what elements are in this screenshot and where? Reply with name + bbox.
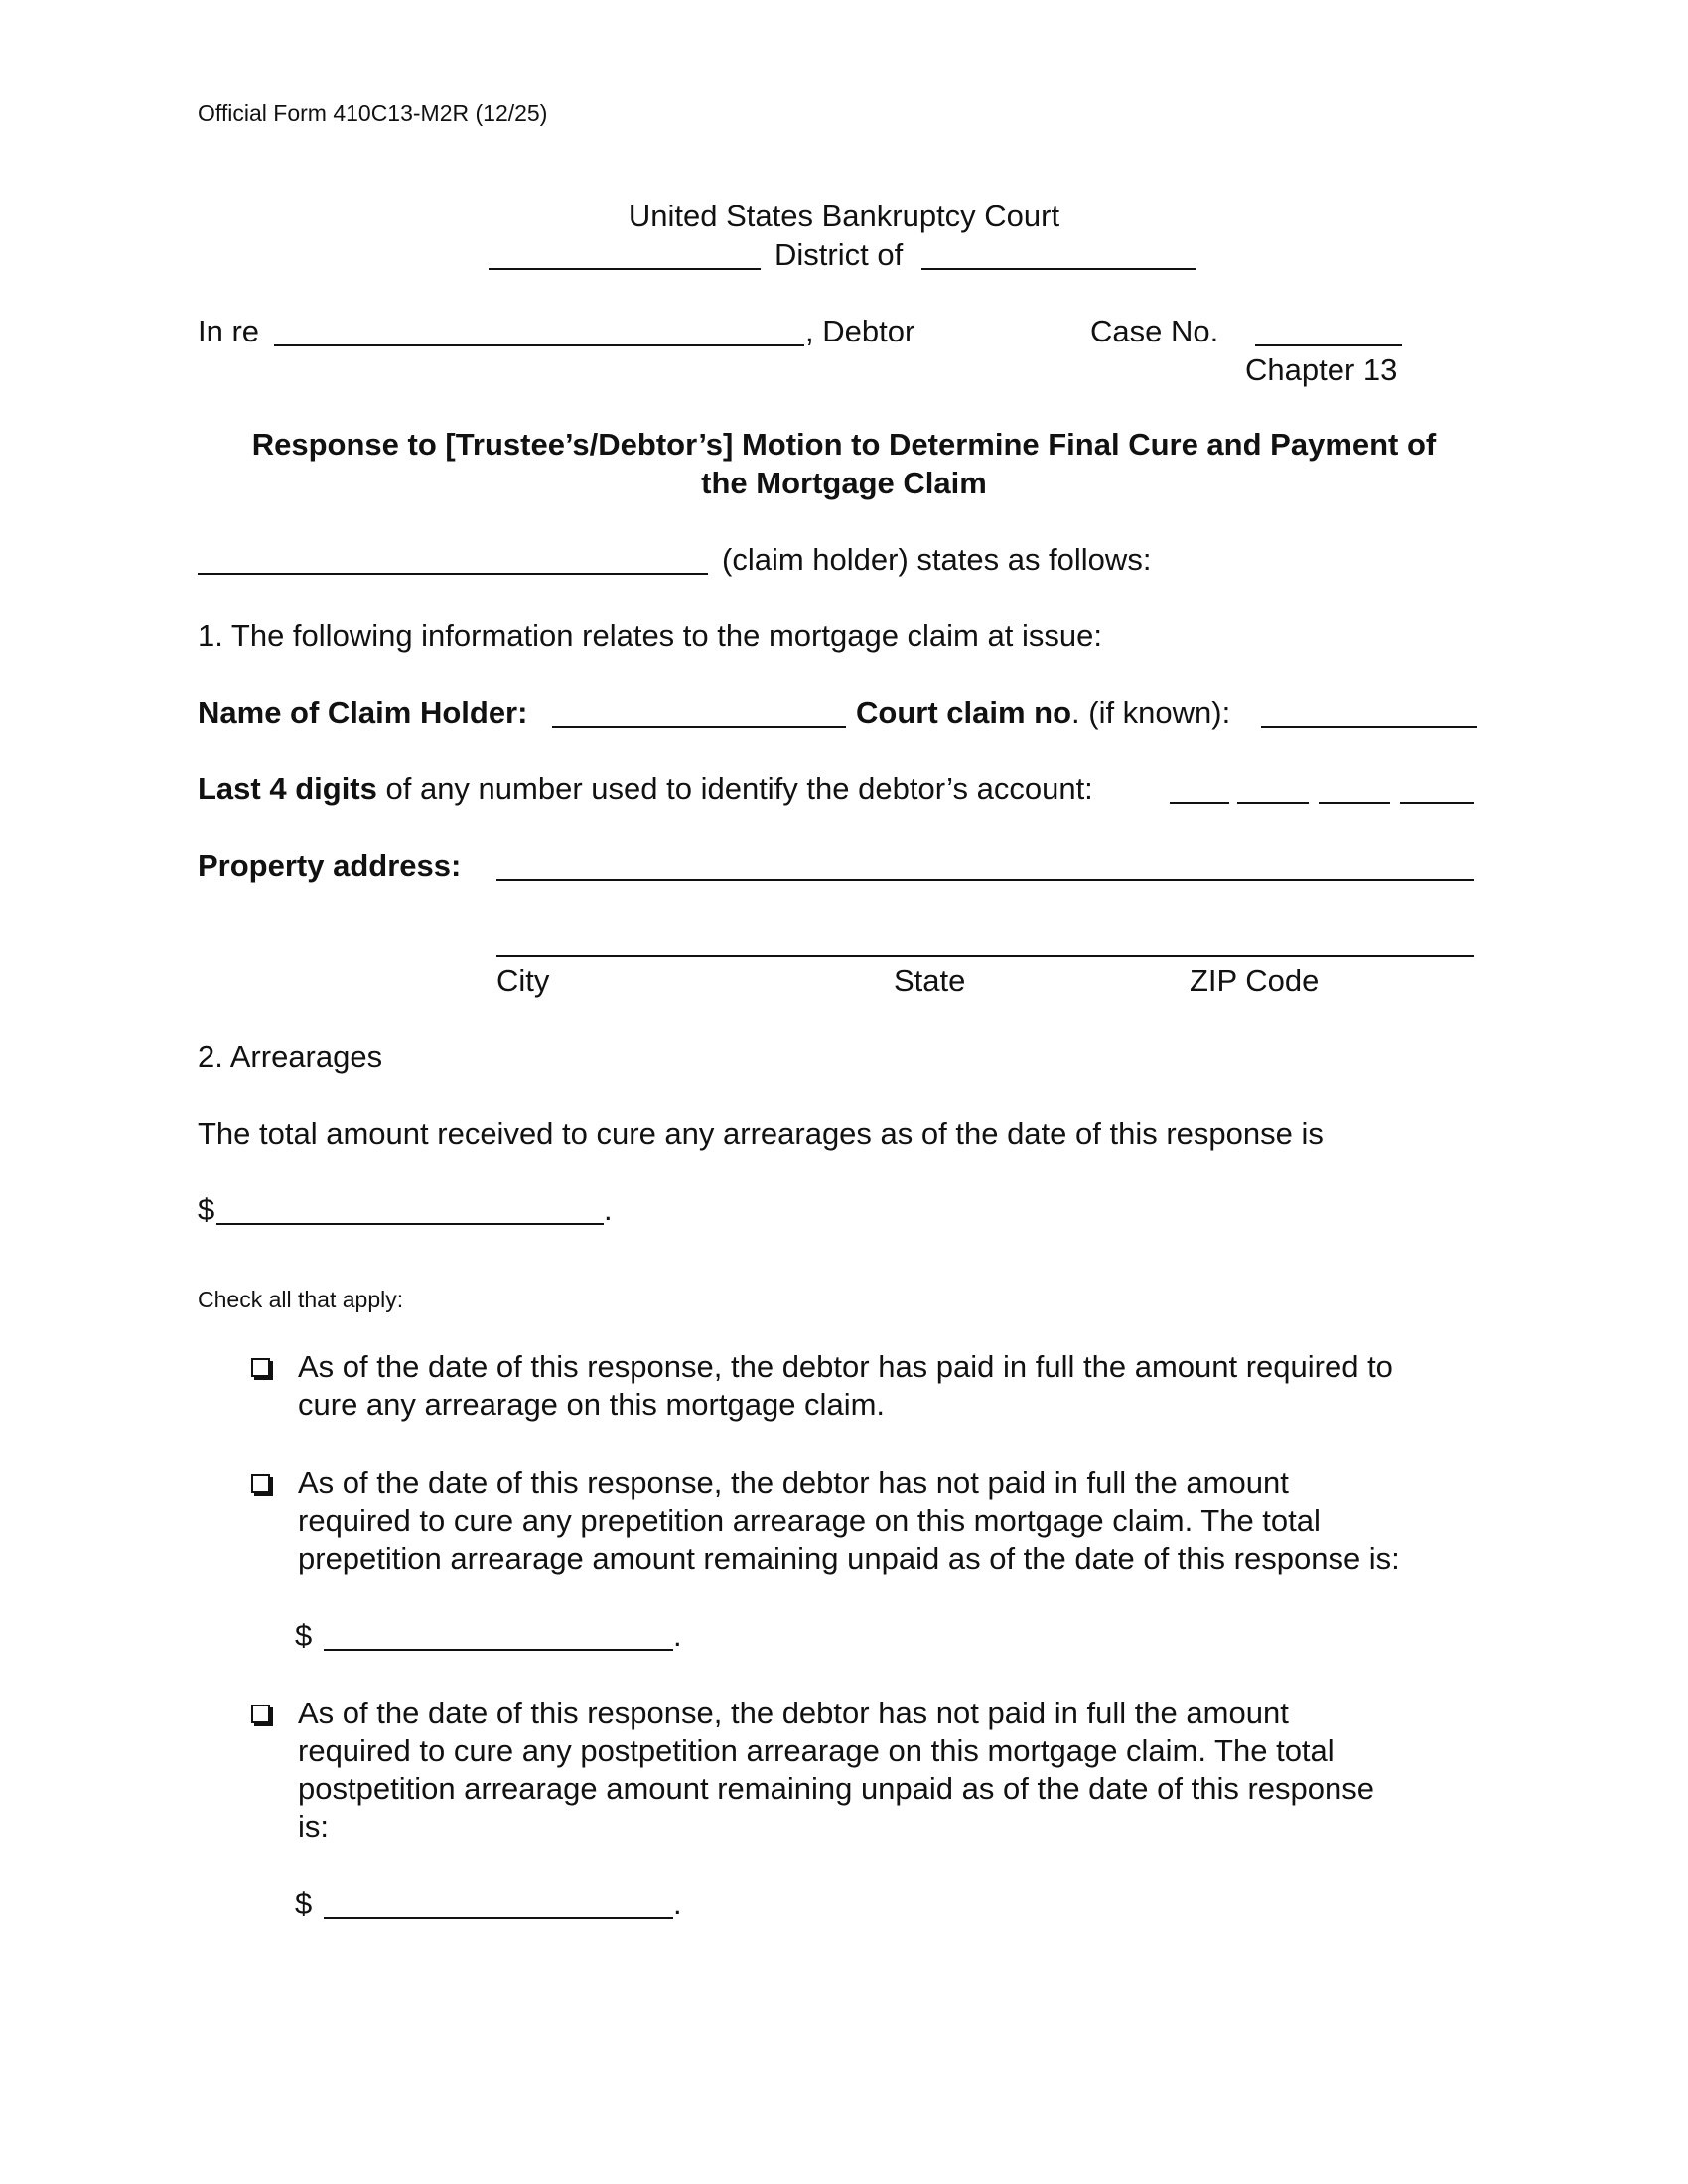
last-4-digits-bold: Last 4 digits (198, 771, 377, 806)
option-2-period: . (673, 1618, 682, 1653)
option-3-text (298, 1695, 1374, 1845)
city-caption: City (496, 963, 550, 998)
court-name: United States Bankruptcy Court (628, 199, 1060, 233)
option-2-dollar-sign: $ (295, 1618, 313, 1653)
last-4-digits-rest: of any number used to identify the debtor’s account: (376, 771, 1093, 806)
claim-holder-states: (claim holder) states as follows: (722, 542, 1152, 577)
account-digit-2-field[interactable] (1237, 802, 1309, 804)
account-digit-3-field[interactable] (1319, 802, 1390, 804)
zip-code-caption: ZIP Code (1190, 963, 1320, 998)
section-2-heading: 2. Arrearages (198, 1039, 383, 1074)
period: . (604, 1192, 613, 1227)
option-3-line4: is: (298, 1809, 329, 1843)
option-2-line2: required to cure any prepetition arrearage on this mortgage claim. The total (298, 1503, 1321, 1538)
option-2-checkbox[interactable] (251, 1474, 270, 1493)
option-1-line1: As of the date of this response, the debtor has paid in full the amount required to (298, 1349, 1393, 1384)
property-address-label: Property address: (198, 848, 462, 883)
total-amount-text: The total amount received to cure any arrearages as of the date of this response is (198, 1116, 1324, 1151)
last-4-digits-label (198, 771, 1093, 807)
option-3-period: . (673, 1886, 682, 1921)
in-re-label: In re (198, 314, 260, 348)
section-1-heading: 1. The following information relates to the mortgage claim at issue: (198, 618, 1102, 653)
district-label: District of (774, 237, 904, 272)
case-no-field[interactable] (1255, 344, 1402, 346)
option-1-text (298, 1348, 1393, 1424)
document-title-line2: the Mortgage Claim (701, 466, 987, 500)
option-1-line2: cure any arrearage on this mortgage claim. (298, 1387, 886, 1422)
property-city-state-zip-field[interactable] (496, 955, 1474, 957)
option-1-checkbox[interactable] (251, 1358, 270, 1377)
option-2-line3: prepetition arrearage amount remaining unpaid as of the date of this response is: (298, 1541, 1400, 1575)
court-claim-label-rest: . (if known): (1071, 695, 1231, 730)
court-claim-label-bold: Court claim no (856, 695, 1072, 730)
option-3-line1: As of the date of this response, the debtor has not paid in full the amount (298, 1696, 1289, 1730)
account-digit-4-field[interactable] (1400, 802, 1474, 804)
account-digit-1-field[interactable] (1170, 802, 1229, 804)
dollar-sign: $ (198, 1192, 215, 1227)
option-3-line3: postpetition arrearage amount remaining unpaid as of the date of this response (298, 1771, 1374, 1806)
debtor-label: , Debtor (805, 314, 915, 348)
state-caption: State (894, 963, 966, 998)
option-2-text (298, 1464, 1400, 1577)
document-title-line1: Response to [Trustee’s/Debtor’s] Motion to Determine Final Cure and Payment of (251, 427, 1437, 462)
prepetition-amount-field[interactable] (324, 1649, 673, 1651)
case-no-label: Case No. (1090, 314, 1219, 348)
claim-holder-name-label: Name of Claim Holder: (198, 695, 528, 730)
court-claim-no-field[interactable] (1261, 726, 1477, 728)
option-2-line1: As of the date of this response, the debtor has not paid in full the amount (298, 1465, 1289, 1500)
claim-holder-name-field[interactable] (552, 726, 846, 728)
property-street-field[interactable] (496, 879, 1474, 881)
option-3-checkbox[interactable] (251, 1705, 270, 1723)
postpetition-amount-field[interactable] (324, 1917, 673, 1919)
option-3-line2: required to cure any postpetition arrearage on this mortgage claim. The total (298, 1733, 1335, 1768)
district-name-field[interactable] (489, 268, 761, 270)
form-id: Official Form 410C13-M2R (12/25) (198, 100, 548, 126)
claim-holder-field[interactable] (198, 573, 708, 575)
debtor-name-field[interactable] (274, 344, 804, 346)
district-state-field[interactable] (921, 268, 1196, 270)
court-claim-label (856, 695, 1230, 731)
check-all-label: Check all that apply: (198, 1287, 404, 1312)
chapter-label: Chapter 13 (1245, 352, 1398, 387)
total-amount-field[interactable] (216, 1223, 604, 1225)
option-3-dollar-sign: $ (295, 1886, 313, 1921)
